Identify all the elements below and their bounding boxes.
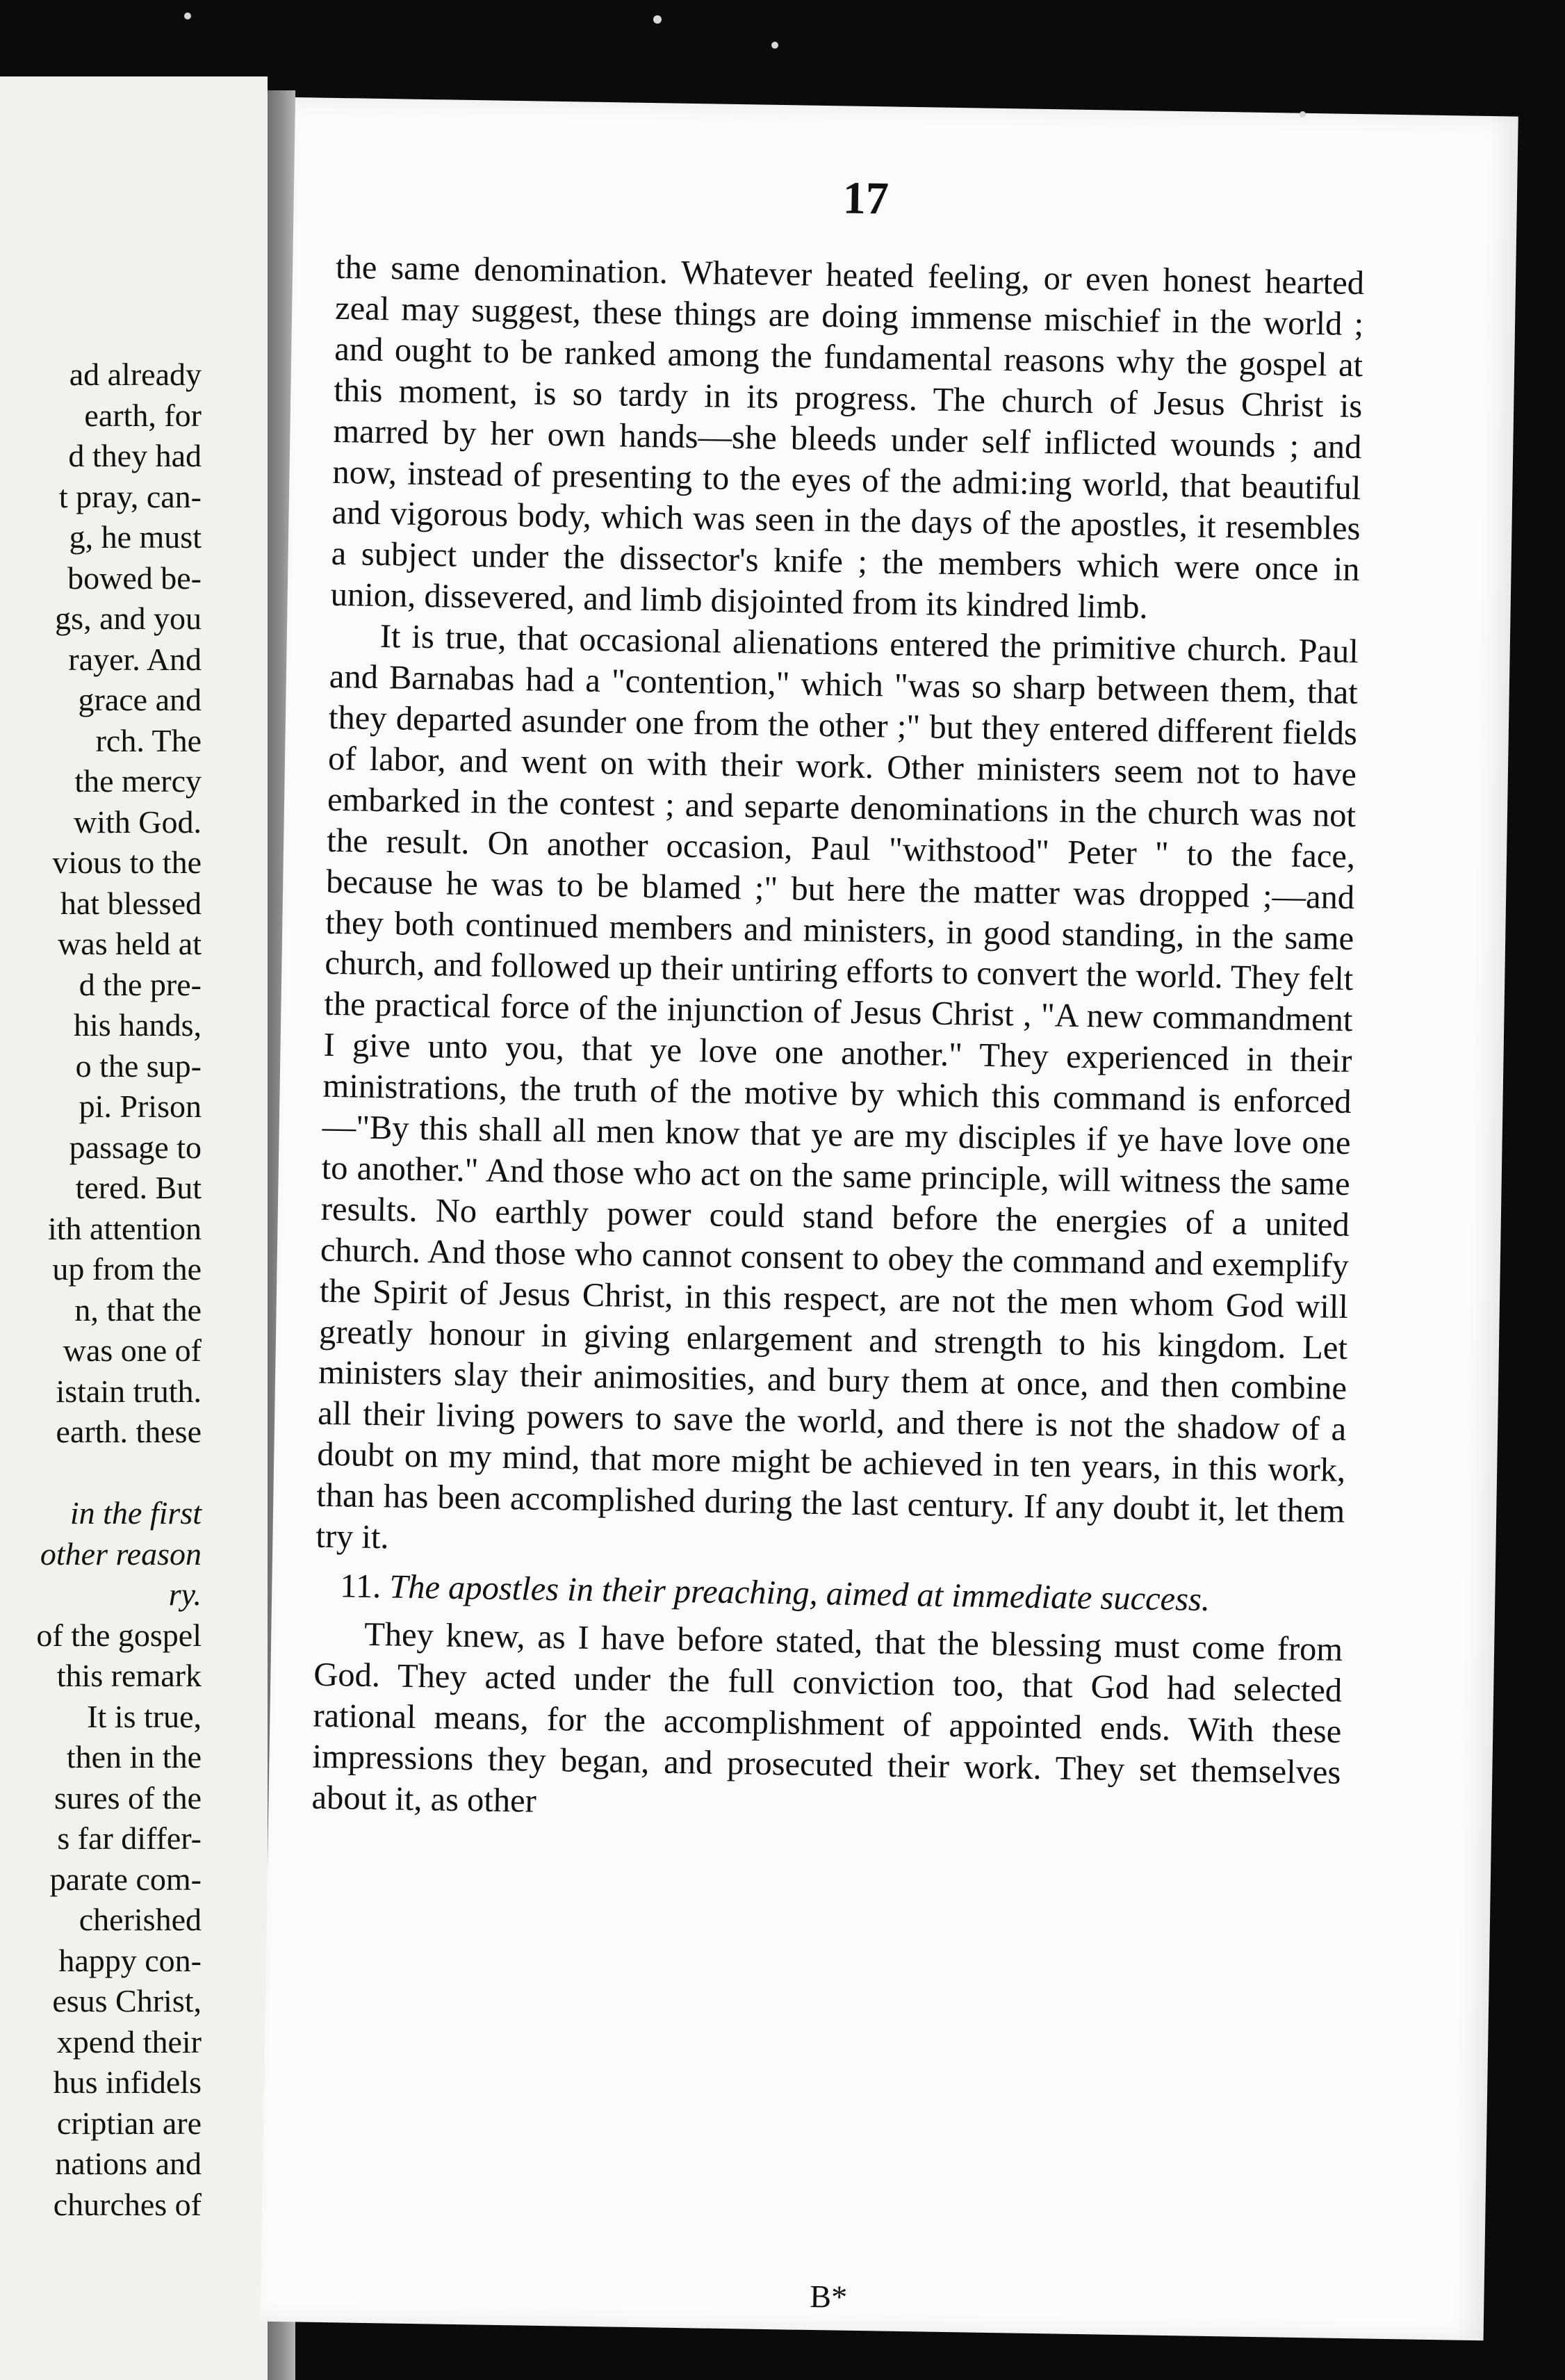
- left-page-line: d the pre-: [79, 966, 202, 1002]
- section-title: The apostles in their preaching, aimed at immediate success.: [388, 1568, 1211, 1618]
- left-page-line: other reason: [40, 1535, 202, 1572]
- left-page-line: earth. these: [56, 1414, 202, 1449]
- left-page-line: hus infidels: [53, 2064, 202, 2100]
- dust-speck: [1300, 111, 1306, 117]
- left-page-line: d they had: [68, 438, 202, 473]
- section-heading: [315, 1566, 1344, 1623]
- body-text: [311, 247, 1364, 1834]
- left-page-line: this remark: [56, 1658, 202, 1693]
- paragraph-3: They knew, as I have before stated, that the blessing must come from God. They acted under the full conviction too, that God had selected rational means, for the accomplishment of appointed ends. With these impressions they began, and prosecuted their work. They set themselves about it, as other: [311, 1615, 1343, 1820]
- left-page-line: o the sup-: [75, 1048, 202, 1084]
- section-number: 11.: [339, 1567, 382, 1606]
- dust-speck: [184, 13, 191, 19]
- left-page-line: parate com-: [49, 1861, 202, 1897]
- left-page-line: his hands,: [74, 1007, 202, 1043]
- left-page-line: rch. The: [95, 722, 202, 758]
- left-page-line: tered. But: [75, 1170, 202, 1205]
- page-number: 17: [842, 172, 890, 225]
- left-page-line: pi. Prison: [79, 1089, 202, 1124]
- left-page-line: sures of the: [54, 1779, 202, 1816]
- left-page-line: the mercy: [74, 763, 202, 799]
- paragraph-1: the same denomination. Whatever heated feeling, or even honest hearted zeal may suggest, these things are doing immense mischief in the world ; and ought to be ranked among the fundamental reasons why the gospel at this moment, is so tardy in its progress. The church of Jesus Christ is marred by her own hands—she bleeds under self inflicted wounds ; and now, instead of presenting to the eyes of the admi:ing world, that beautiful and vigorous body, which was seen in the days of the apostles, it resembles a subject under the dissector's knife ; the members which were once in union, dissevered, and limb disjointed from its kindred limb.: [330, 248, 1365, 626]
- left-page-line: ry.: [168, 1576, 202, 1612]
- left-page-line: ad already: [69, 357, 202, 392]
- left-page-line: xpend their: [56, 2023, 202, 2060]
- left-page-line: ith attention: [47, 1210, 202, 1246]
- left-page-line: bowed be-: [67, 560, 202, 596]
- left-page-line: earth, for: [84, 397, 202, 433]
- left-page-line: n, that the: [74, 1291, 202, 1328]
- left-page-line: up from the: [52, 1251, 202, 1287]
- left-page-line: grace and: [78, 682, 202, 717]
- left-page-line: in the first: [69, 1495, 202, 1531]
- left-page-line: esus Christ,: [52, 1983, 202, 2019]
- left-page-line: g, he must: [69, 519, 202, 555]
- left-page-line: [0, 1453, 202, 1494]
- signature-mark: B*: [810, 2279, 848, 2315]
- left-page-line: was held at: [58, 926, 202, 961]
- left-page-line: happy con-: [58, 1942, 202, 1978]
- paragraph-2: It is true, that occasional alienations entered the primitive church. Paul and Barnabas had a "contention," which "was so sharp between them, that they departed asunder one from the other ;" but they entered different fields of labor, and went on with their work. Other ministers seem not to have embarked in the contest ; and separte denominations in the church was not the result. On another occasion, Paul "withstood" Peter " to the face, because he was to be blamed ;" but here the matter was dropped ;—and they both continued members and ministers, in good standing, in the same church, and followed up their untiring efforts to convert the world. They felt the practical force of the injunction of Jesus Christ , "A new commandment I give unto you, that ye love one another." They experienced in their ministrations, the truth of the motive by which this command is enforced—"By this shall all men know that ye are my disciples if ye have love one to another." And those who act on the same principle, will witness the same results. No earthly power could stand before the energies of a united church. And those who cannot consent to obey the command and exemplify the Spirit of Jesus Christ, in this respect, are not the men whom God will greatly honour in giving enlargement and strength to his kingdom. Let ministers slay their animosities, and bury them at once, and then combine all their living powers to save the world, and there is not the shadow of a doubt on my mind, that more might be achieved in ten years, in this work, than has been accomplished during the last century. If any doubt it, let them try it.: [316, 618, 1359, 1556]
- left-page-line: rayer. And: [68, 641, 202, 677]
- left-page-line: s far differ-: [57, 1820, 202, 1856]
- left-page-line: churches of: [53, 2186, 202, 2222]
- left-page-text-fragments: [0, 354, 202, 2225]
- right-page: [261, 97, 1518, 2340]
- left-page-line: cherished: [79, 1902, 202, 1937]
- left-page-line: was one of: [63, 1332, 202, 1368]
- left-page-line: of the gospel: [36, 1617, 202, 1653]
- left-page-line: vious to the: [52, 845, 202, 880]
- left-page: [0, 76, 268, 2380]
- left-page-line: t pray, can-: [58, 478, 202, 514]
- dust-speck: [771, 42, 778, 49]
- left-page-line: nations and: [55, 2146, 202, 2181]
- left-page-line: istain truth.: [56, 1373, 202, 1409]
- left-page-line: criptian are: [56, 2105, 202, 2141]
- left-page-line: gs, and you: [55, 601, 202, 636]
- left-page-line: then in the: [66, 1739, 202, 1775]
- left-page-line: It is true,: [87, 1698, 202, 1734]
- left-page-line: hat blessed: [60, 885, 202, 921]
- left-page-line: passage to: [69, 1129, 202, 1165]
- left-page-line: with God.: [74, 804, 202, 840]
- dust-speck: [653, 15, 662, 24]
